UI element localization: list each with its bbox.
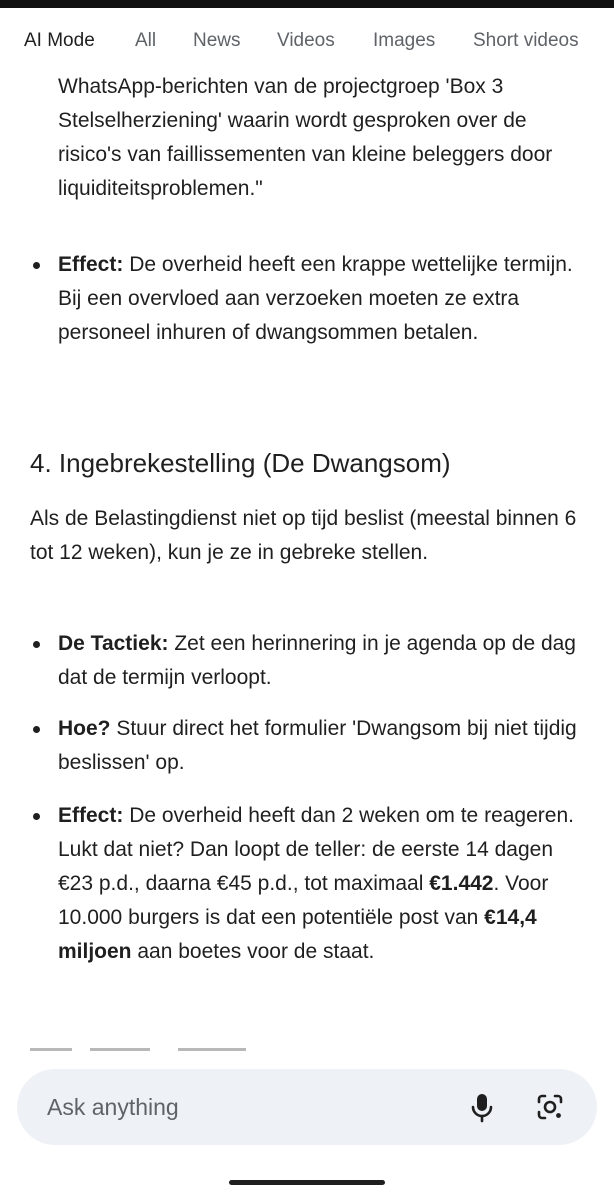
search-input[interactable]	[47, 1092, 437, 1122]
intro-paragraph: Als de Belastingdienst niet op tijd beslist (meestal binnen 6 tot 12 weken), kun je ze in gebreke stellen.	[30, 507, 577, 564]
bullet-label: Effect:	[58, 804, 124, 827]
tab-videos[interactable]: Videos	[277, 30, 335, 51]
status-bar	[0, 0, 614, 8]
clipped-text-fragment	[90, 1048, 150, 1051]
camera-search-icon[interactable]	[530, 1087, 570, 1127]
microphone-icon[interactable]	[462, 1087, 502, 1127]
bullet-label: Effect:	[58, 253, 124, 276]
bullet-text: De overheid heeft een krappe wettelijke termijn. Bij een overvloed aan verzoeken moeten ze extra personeel inhuren of dwangsommen betalen.	[58, 253, 573, 344]
search-tabs	[0, 8, 614, 66]
bullet-dot	[33, 641, 40, 648]
home-indicator[interactable]	[229, 1180, 385, 1185]
tab-ai-mode[interactable]: AI Mode	[24, 30, 95, 51]
tab-short-videos[interactable]: Short videos	[473, 30, 579, 51]
bullet-label: Hoe?	[58, 717, 111, 740]
search-bar	[17, 1069, 597, 1145]
bullet-text: aan boetes voor de staat.	[137, 940, 375, 963]
tab-images[interactable]: Images	[373, 30, 436, 51]
bullet-dot	[33, 813, 40, 820]
list-item-hoe	[30, 712, 578, 780]
bullet-text: De overheid heeft dan 2 weken om te reageren. Lukt dat niet? Dan loopt de teller: de eerste 14 dagen €23 p.d., daarna €45 p.d., tot maximaal	[58, 804, 574, 895]
tab-all[interactable]: All	[135, 30, 157, 51]
bullet-dot	[33, 262, 40, 269]
bullet-text: . Voor 10.000 burgers is dat een potentiële post van	[58, 872, 549, 929]
total-amount: €14,4 miljoen	[58, 906, 537, 963]
list-item-tactiek	[30, 627, 578, 695]
list-item-effect	[30, 248, 578, 350]
list-item-voorbeeld	[30, 66, 578, 206]
bullet-dot	[33, 726, 40, 733]
bullet-text: Stuur direct het formulier 'Dwangsom bij niet tijdig beslissen' op.	[58, 717, 577, 774]
clipped-text-fragment	[30, 1048, 72, 1051]
bullet-text: Zet een herinnering in je agenda op de dag dat de termijn verloopt.	[58, 632, 576, 689]
bullet-label: De Tactiek:	[58, 632, 169, 655]
section-heading: 4. Ingebrekestelling (De Dwangsom)	[30, 448, 451, 478]
list-item-effect-dwangsom	[30, 799, 578, 969]
tab-news[interactable]: News	[193, 30, 241, 51]
bullet-text: WhatsApp-berichten van de projectgroep 'Box 3 Stelselherziening' waarin wordt gesproken over de risico's van faillissementen van kleine beleggers door liquiditeitsproblemen."	[58, 75, 553, 200]
max-amount: €1.442	[429, 872, 494, 895]
ai-answer-content	[0, 66, 614, 1066]
clipped-text-fragment	[178, 1048, 246, 1051]
